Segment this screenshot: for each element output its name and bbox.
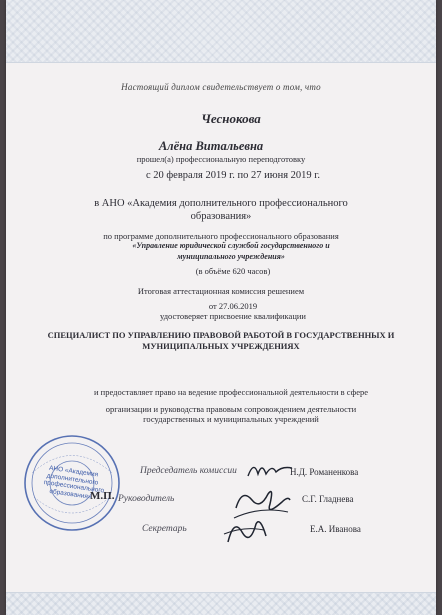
seal-text: АНО «Академия дополнительного профессионального образования» [43, 464, 105, 501]
guilloche-border-bottom [6, 592, 436, 615]
program-name: «Управление юридической службой государственного и муниципального учреждения» [132, 241, 330, 261]
recipient-surname: Чеснокова [201, 111, 261, 126]
rights-line-1: и предоставляет право на ведение профессиональной деятельности в сфере [94, 387, 368, 397]
chair-name: Н.Д. Романенкова [290, 467, 359, 477]
recipient-first-name: Алёна Витальевна [158, 139, 264, 153]
passed-text: прошел(а) профессиональную переподготовку [136, 154, 306, 164]
rights-line-3: государственных и муниципальных учреждений [143, 414, 319, 424]
organization-name: в АНО «Академия дополнительного профессионального образования» [94, 198, 348, 222]
secretary-name: Е.А. Иванова [310, 524, 361, 534]
confirms-text: удостоверяет присвоение квалификации [160, 311, 306, 321]
commission-text: Итоговая аттестационная комиссия решением [137, 286, 305, 296]
diploma-page [6, 0, 436, 615]
program-intro: по программе дополнительного профессионального образования [103, 231, 339, 241]
head-role: Руководитель [118, 494, 175, 504]
study-dates: с 20 февраля 2019 г. по 27 июня 2019 г. [145, 170, 321, 181]
chair-role: Председатель комиссии [140, 466, 237, 476]
stamp-place-label: М.П. [90, 490, 115, 502]
qualification-title: СПЕЦИАЛИСТ ПО УПРАВЛЕНИЮ ПРАВОВОЙ РАБОТОЙ В ГОСУДАРСТВЕННЫХ И МУНИЦИПАЛЬНЫХ УЧРЕЖДЕНИЯХ [47, 330, 395, 351]
decision-date: от 27.06.2019 [208, 301, 258, 311]
guilloche-border-top [6, 0, 436, 63]
head-name: С.Г. Гладнева [302, 494, 354, 504]
program-hours: (в объёме 620 часов) [195, 266, 271, 276]
secretary-signature [220, 512, 270, 548]
chair-signature [246, 456, 296, 482]
intro-text: Настоящий диплом свидетельствует о том, что [121, 82, 321, 92]
secretary-role: Секретарь [142, 524, 187, 534]
rights-line-2: организации и руководства правовым сопровождением деятельности [105, 404, 357, 414]
